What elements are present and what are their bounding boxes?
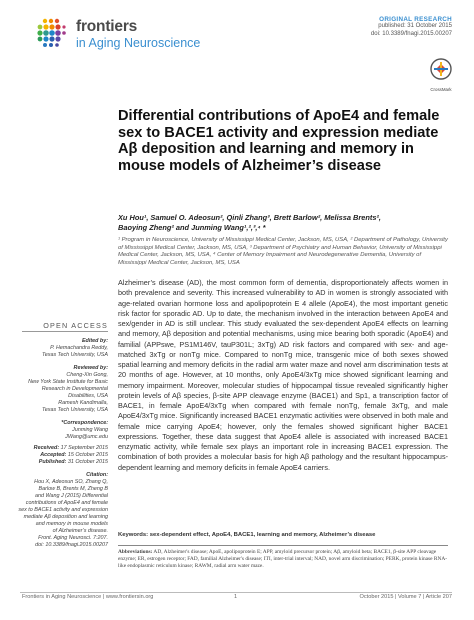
- edited-by-label: Edited by:: [81, 338, 108, 344]
- journal-name: in Aging Neuroscience: [76, 36, 201, 50]
- open-access-label: OPEN ACCESS: [43, 321, 108, 330]
- correspondence-line: Junming Wang: [72, 427, 108, 433]
- correspondence-email[interactable]: JWang@umc.edu: [65, 434, 108, 440]
- reviewer-line: Texas Tech University, USA: [41, 407, 108, 413]
- article-meta: [371, 16, 452, 38]
- abbreviations-text: AD, Alzheimer's disease; ApoE, apolipoprotein E; APP, amyloid precursor protein; Aβ, amyloid beta; BACE1, β-site APP cleavage enzyme; ER, estrogen receptor; FAD, familial Alzheimer's disease; ITI, inter-trial interval; NAD, novel arm discrimination; PERK, protein kinase RNA-like endoplasmic reticulum kinase; RAWM, radial arm water maze.: [118, 549, 448, 570]
- reviewer-line: Research in Developmental: [41, 386, 108, 392]
- published-label: Published:: [38, 459, 67, 465]
- abbreviations: [118, 549, 448, 570]
- article-title: Differential contributions of ApoE4 and female sex to BACE1 activity and expression mediate Aβ deposition and learning and memory in mouse models of Alzheimer’s disease: [118, 108, 440, 174]
- reviewed-by-label: Reviewed by:: [73, 365, 108, 371]
- sidebar-divider: [22, 331, 108, 332]
- editor-line: Texas Tech University, USA: [41, 352, 108, 358]
- published-date-sidebar: 31 October 2015: [67, 459, 108, 465]
- reviewer-line: Cheng-Xin Gong,: [66, 372, 108, 378]
- citation-doi[interactable]: doi: 10.3389/fnagi.2015.00207: [35, 542, 108, 548]
- reviewer-line: Disabilities, USA: [68, 393, 108, 399]
- sidebar-info: [14, 336, 108, 549]
- keywords: Keywords: sex-dependent effect, ApoE4, BACE1, learning and memory, Alzheimer’s disease: [118, 532, 376, 538]
- doi-link[interactable]: doi: 10.3389/fnagi.2015.00207: [370, 30, 452, 37]
- crossmark-icon: [430, 58, 452, 82]
- citation-line: Barlow B, Brents M, Zheng B: [38, 486, 108, 492]
- page-number: 1: [234, 594, 238, 600]
- citation-line: and Wang J (2015) Differential: [34, 493, 108, 499]
- author-list: [118, 213, 448, 233]
- divider: [118, 545, 448, 546]
- citation-line: of Alzheimer’s disease.: [52, 528, 108, 534]
- author-line[interactable]: Baoying Zheng² and Junming Wang¹,²,³,⁴ *: [118, 223, 266, 232]
- received-date: 17 September 2015: [60, 445, 108, 451]
- citation-line: mediate Aβ deposition and learning: [23, 514, 108, 520]
- article-type-label: ORIGINAL RESEARCH: [379, 16, 452, 23]
- published-date: published: 31 October 2015: [378, 23, 452, 30]
- footer-issue-info: October 2015 | Volume 7 | Article 207: [359, 594, 452, 600]
- author-line[interactable]: Xu Hou¹, Samuel O. Adeosun², Qinli Zhang³, Brett Barlow², Melissa Brents²,: [118, 213, 381, 222]
- reviewer-line: Ramesh Kandimalla,: [58, 400, 108, 406]
- reviewer-line: New York State Institute for Basic: [28, 379, 108, 385]
- affiliations: ¹ Program in Neuroscience, University of Mississippi Medical Center, Jackson, MS, USA, ² Department of Pathology, University of Mississippi Medical Center, Jackson, MS, USA, ³ Department of Psychiatry and Human Behavior, University of Mississippi Medical Center, Jackson, MS, USA, ⁴ Center of Memory Impairment and Neurodegenerative Dementia, University of Mississippi Medical Center, Jackson, MS, USA: [118, 237, 448, 266]
- accepted-label: Accepted:: [40, 452, 67, 458]
- citation-line: Hou X, Adeosun SO, Zhang Q,: [34, 479, 108, 485]
- citation-line: sex to BACE1 activity and expression: [18, 507, 108, 513]
- abstract-text: Alzheimer’s disease (AD), the most common form of dementia, disproportionately affects women in both prevalence and severity. This increased vulnerability to AD in women is strongly associated with age-related ovarian hormone loss and apolipoprotein E 4 allele (ApoE4), the most important genetic risk factor for sporadic AD. Up to date, the mechanism involved in the interaction between ApoE4 and sex/gender in AD is still unclear. This study evaluated the sex-dependent ApoE4 effects on learning and memory, Aβ deposition and potential mechanisms, using mice bearing both sporadic (ApoE4) and familial (APPswe, PS1M146V, tauP301L; 3xTg) AD risk factors and compared with sex- and age-matched 3xTg or nonTg mice. Compared to nonTg mice, transgenic mice of both sexes showed spatial learning and memory deficits in the radial arm water maze and novel arm discrimination tests at 20 months of age. However, at 10 months, only ApoE4/3xTg mice showed significant learning and memory impairment. Moreover, molecular studies of hippocampal tissue revealed significantly higher protein levels of Aβ species, β-site APP cleavage enzyme (BACE1) and Sp1, a transcription factor of BACE1, in female ApoE4/3xTg when compared with female nonTg, female 3xTg, and male ApoE4/3xTg mice. Significantly increased BACE1 enzymatic activities were observed in both male and female mice carrying ApoE4; however, only the females showed significant higher BACE1 expressions. Together, these data suggest that ApoE4 allele is associated with increased BACE1 enzymatic activity, while female sex plays an important role in increasing BACE1 expression. The combination of both provides a molecular basis for high Aβ pathology and the resultant hippocampus-dependent learning and memory deficits in female ApoE4 carriers.: [118, 278, 448, 472]
- accepted-date: 15 October 2015: [67, 452, 108, 458]
- citation-line: and memory in mouse models: [35, 521, 108, 527]
- correspondence-label: *Correspondence:: [61, 420, 108, 426]
- citation-label: Citation:: [86, 472, 108, 478]
- footer-journal-link[interactable]: Frontiers in Aging Neuroscience | www.frontiersin.org: [22, 594, 154, 600]
- logo-wordmark: frontiers: [76, 18, 138, 35]
- editor-line: P. Hemachandra Reddy,: [50, 345, 108, 351]
- crossmark-badge[interactable]: [430, 58, 452, 90]
- citation-line: contributions of ApoE4 and female: [25, 500, 108, 506]
- journal-logo: [36, 17, 201, 51]
- received-label: Received:: [33, 445, 60, 451]
- frontiers-logo-icon: [36, 17, 66, 49]
- citation-line: Front. Aging Neurosci. 7:207.: [38, 535, 108, 541]
- abbreviations-label: Abbreviations:: [118, 549, 153, 555]
- footer-divider: [20, 592, 452, 593]
- crossmark-label: CrossMark: [430, 87, 452, 92]
